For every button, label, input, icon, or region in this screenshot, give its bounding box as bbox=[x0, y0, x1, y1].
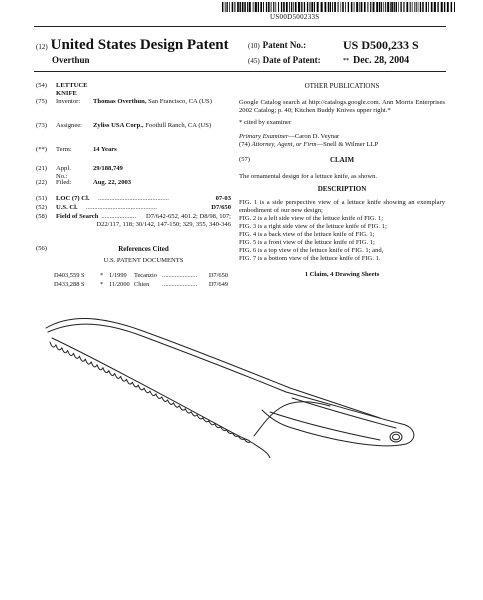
filed-value: Aug. 22, 2003 bbox=[93, 179, 132, 186]
patent-number-tag: (10) bbox=[248, 42, 260, 50]
hang-hole bbox=[390, 432, 402, 442]
cited-by-examiner: * cited by examiner bbox=[239, 119, 292, 126]
claim-tag: (57) bbox=[239, 156, 250, 163]
title-value: LETTUCE KNIFE bbox=[56, 82, 88, 97]
references-heading: References Cited bbox=[118, 245, 169, 253]
assignee-tag: (73) bbox=[36, 122, 47, 129]
figure-label: FIG. 3 bbox=[239, 223, 257, 230]
primary-examiner bbox=[239, 133, 445, 141]
bibliographic-column bbox=[36, 82, 231, 292]
figure-description bbox=[239, 255, 445, 263]
lettuce-knife-drawing bbox=[30, 308, 450, 458]
figure-label: FIG. 2 bbox=[239, 215, 257, 222]
claim-heading: CLAIM bbox=[329, 156, 355, 164]
title-tag: (54) bbox=[36, 82, 47, 89]
figure-label: FIG. 6 bbox=[239, 247, 257, 254]
description-heading: DESCRIPTION bbox=[317, 185, 367, 193]
date-value-wrap bbox=[343, 55, 409, 66]
references-subheading: U.S. PATENT DOCUMENTS bbox=[103, 257, 184, 264]
header-rule-bottom bbox=[34, 71, 446, 72]
reference-mark: * bbox=[100, 272, 104, 279]
patent-number-label: Patent No.: bbox=[262, 40, 307, 50]
loc-label: LOC (7) Cl. bbox=[56, 195, 90, 202]
us-cl-tag: (52) bbox=[36, 204, 47, 211]
document-type-text: United States Design Patent bbox=[50, 37, 229, 53]
patent-number-value: US D500,233 S bbox=[343, 38, 419, 52]
date-line bbox=[248, 55, 410, 66]
reference-name: Tecanzio bbox=[134, 272, 157, 279]
reference-name: Chien bbox=[134, 281, 150, 288]
other-publications-heading: OTHER PUBLICATIONS bbox=[304, 82, 380, 90]
claim-text: The ornamental design for a lettuce knife, as shown. bbox=[239, 173, 378, 180]
patent-number-line bbox=[248, 38, 419, 52]
figure-text: is a front view of the lettuce knife of FIG. 1; bbox=[257, 239, 375, 246]
attorney-label: Attorney, Agent, or Firm bbox=[251, 141, 317, 148]
us-cl-label: U.S. Cl. bbox=[56, 204, 78, 211]
attorney-name: —Snell & Wilmer LLP bbox=[316, 141, 379, 148]
figure-text: is a top view of the lettuce knife of FIG. 1; and, bbox=[257, 247, 384, 254]
claim-heading-row bbox=[239, 156, 445, 165]
reference-date: 11/2000 bbox=[109, 281, 130, 288]
loc-tag: (51) bbox=[36, 195, 47, 202]
date-value: Dec. 28, 2004 bbox=[353, 55, 410, 66]
figure-label: FIG. 4 bbox=[239, 231, 257, 238]
figure-text: is a right side view of the lettuce knife of FIG. 1; bbox=[257, 223, 387, 230]
us-cl-dots: ........................................... bbox=[86, 204, 157, 211]
primary-examiner-label: Primary Examiner bbox=[239, 133, 289, 140]
field-of-search-value-block bbox=[56, 213, 231, 229]
appl-no-label: Appl. No.: bbox=[56, 165, 71, 180]
inventor-value bbox=[93, 98, 228, 106]
inventor-tag: (75) bbox=[36, 98, 47, 105]
assignee-label: Assignee: bbox=[56, 122, 83, 129]
references-tag: (56) bbox=[36, 245, 47, 252]
date-tag: (45) bbox=[248, 57, 260, 65]
date-label: Date of Patent: bbox=[262, 55, 321, 65]
figure-text: is a left side view of the lettuce knife of FIG. 1; bbox=[257, 215, 384, 222]
figure-text: is a back view of the lettuce knife of FIG. 1; bbox=[257, 231, 375, 238]
figure-description bbox=[239, 223, 445, 231]
reference-dots: ...................... bbox=[162, 281, 198, 288]
blade-spine bbox=[46, 318, 380, 418]
assignee-location: Foothill Ranch, CA (US) bbox=[145, 122, 212, 129]
filed-tag: (22) bbox=[36, 179, 47, 186]
field-of-search-label: Field of Search bbox=[56, 213, 99, 220]
term-tag: (**) bbox=[36, 146, 47, 153]
claims-drawings-summary: 1 Claim, 4 Drawing Sheets bbox=[304, 271, 380, 278]
document-type bbox=[36, 37, 229, 54]
date-stars: ** bbox=[343, 57, 349, 64]
figure-description bbox=[239, 231, 445, 239]
reference-number: D433,288 S bbox=[54, 281, 85, 288]
field-of-search-value: D7/642-652, 401.2; D8/98, 107; D22/117, 118; 30/142, 147-150; 329, 355, 340-346 bbox=[96, 213, 231, 228]
inventor-name: Thomas Overthun, bbox=[93, 98, 147, 105]
us-cl-value: D7/650 bbox=[211, 204, 231, 211]
field-of-search-tag: (58) bbox=[36, 213, 47, 220]
header-rule-top bbox=[34, 26, 446, 27]
appl-no-value: 29/188,749 bbox=[93, 165, 123, 172]
primary-examiner-name: —Caron D. Veynar bbox=[288, 133, 340, 140]
term-value: 14 Years bbox=[93, 146, 117, 153]
reference-class: D7/649 bbox=[208, 281, 228, 288]
assignee-value bbox=[93, 122, 228, 130]
figure-label: FIG. 5 bbox=[239, 239, 257, 246]
knife-handle bbox=[262, 392, 414, 446]
figure-descriptions bbox=[239, 199, 445, 263]
appl-no-tag: (21) bbox=[36, 165, 47, 172]
reference-mark: * bbox=[100, 281, 104, 288]
attorney-tag: (74) bbox=[239, 141, 250, 148]
inventor-location: San Francisco, CA (US) bbox=[148, 98, 212, 105]
filed-label: Filed: bbox=[56, 179, 72, 186]
figure-description bbox=[239, 239, 445, 247]
publications-column bbox=[239, 82, 445, 279]
blade-serration bbox=[50, 342, 250, 442]
field-of-search-dots: ..................... bbox=[101, 213, 136, 220]
inventor-short: Overthun bbox=[52, 55, 90, 65]
figure-text: is a side perspective view of a lettuce knife showing an exemplary embodiment of our new design; bbox=[239, 199, 446, 214]
inventor-label: Inventor: bbox=[56, 98, 81, 105]
figure-label: FIG. 1 bbox=[239, 199, 258, 206]
term-label: Term: bbox=[56, 146, 72, 153]
reference-dots: ...................... bbox=[162, 272, 198, 279]
loc-dots: ........................................... bbox=[98, 195, 169, 202]
reference-number: D403,559 S bbox=[54, 272, 85, 279]
document-type-tag: (12) bbox=[36, 43, 48, 51]
figure-label: FIG. 7 bbox=[239, 255, 257, 262]
attorney-line bbox=[239, 141, 445, 149]
figure-description bbox=[239, 247, 445, 255]
assignee-name: Zyliss USA Corp., bbox=[93, 122, 144, 129]
other-publications-text: Google Catalog search at http://catalogs.google.com. Ann Morris Enterprises 2002 Catalog; p. 40; Kitchen Buddy Knives upper right.* bbox=[239, 99, 445, 114]
figure-text: is a bottom view of the lettuce knife of FIG. 1. bbox=[257, 255, 381, 262]
reference-date: 1/1999 bbox=[109, 272, 127, 279]
barcode bbox=[222, 2, 455, 12]
figure-description bbox=[239, 199, 445, 215]
barcode-number: US00D500233S bbox=[270, 13, 320, 21]
figure-description bbox=[239, 215, 445, 223]
loc-value: 07-03 bbox=[215, 195, 231, 202]
reference-class: D7/650 bbox=[208, 272, 228, 279]
